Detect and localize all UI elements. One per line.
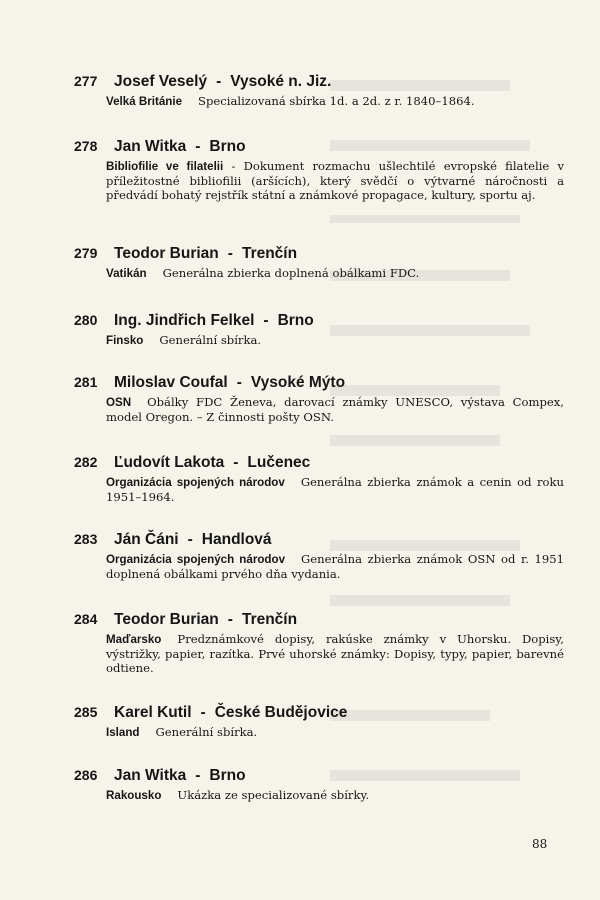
collection-description: Predznámkové dopisy, rakúske známky v Uhorsku. Dopisy, výstrižky, papier, razítka. Prvé uhorské známky: Dopisy, typy, papier, barevné odtiene. bbox=[106, 632, 564, 675]
exhibitor-name: Teodor Burian bbox=[114, 611, 219, 628]
entry-number: 279 bbox=[74, 245, 98, 261]
collection-country: OSN bbox=[106, 396, 132, 409]
collection-description: Specializovaná sbírka 1d. a 2d. z r. 1840–1864. bbox=[198, 94, 475, 108]
entry-278: 278 Jan Witka - Brno Bibliofilie ve filatelii - Dokument rozmachu ušlechtilé evropské filatelie v příležitostné bibliofilii (aršících), který svědčí o výtvarné náročnosti a předvádí bohatý rejstřík státní a známkové propagace, kultury, sportu aj. bbox=[74, 138, 565, 202]
entry-number: 277 bbox=[74, 73, 98, 89]
entry-285: 285 Karel Kutil - České Budějovice Island Generální sbírka. bbox=[74, 704, 348, 739]
collection-country: Organizácia spojených národov bbox=[106, 476, 285, 489]
entry-number: 283 bbox=[74, 531, 98, 547]
entry-284: 284 Teodor Burian - Trenčín Maďarsko Predznámkové dopisy, rakúske známky v Uhorsku. Dopisy, výstrižky, papier, razítka. Prvé uhorské známky: Dopisy, typy, papier, barevné odtiene. bbox=[74, 611, 564, 675]
collection-country: Velká Británie bbox=[106, 95, 183, 108]
exhibitor-name: Jan Witka bbox=[114, 138, 187, 155]
collection-country: Rakousko bbox=[106, 789, 162, 802]
entry-279: 279 Teodor Burian - Trenčín Vatikán Generálna zbierka doplnená obálkami FDC. bbox=[74, 245, 420, 280]
exhibitor-city: Vysoké n. Jiz. bbox=[230, 73, 332, 90]
collection-description: - Dokument rozmachu ušlechtilé evropské filatelie v příležitostné bibliofilii (aršících), který svědčí o výtvarné náročnosti a předvádí bohatý rejstřík státní a známkové propagace, kultury, sportu aj. bbox=[106, 159, 565, 202]
exhibitor-city: Trenčín bbox=[241, 245, 298, 262]
entry-number: 282 bbox=[74, 454, 98, 470]
exhibitor-city: Brno bbox=[277, 312, 314, 329]
exhibitor-city: České Budějovice bbox=[214, 704, 348, 721]
exhibitor-name: Jan Witka bbox=[114, 767, 187, 784]
collection-country: Island bbox=[106, 726, 140, 739]
entry-number: 284 bbox=[74, 611, 98, 627]
exhibitor-name: Teodor Burian bbox=[114, 245, 219, 262]
collection-description: Generálna zbierka doplnená obálkami FDC. bbox=[162, 266, 420, 280]
entry-286: 286 Jan Witka - Brno Rakousko Ukázka ze specializované sbírky. bbox=[74, 767, 370, 802]
exhibitor-city: Vysoké Mýto bbox=[250, 374, 346, 391]
exhibitor-city: Brno bbox=[209, 138, 246, 155]
collection-description: Generální sbírka. bbox=[159, 333, 262, 347]
exhibitor-city: Lučenec bbox=[247, 454, 311, 471]
entry-280: 280 Ing. Jindřich Felkel - Brno Finsko Generální sbírka. bbox=[74, 312, 314, 347]
collection-country: Finsko bbox=[106, 334, 144, 347]
entry-283: 283 Ján Čáni - Handlová Organizácia spojených národov Generálna zbierka známok OSN od r. 1951 doplnená obálkami prvého dňa vydania. bbox=[74, 531, 564, 581]
exhibitor-city: Brno bbox=[209, 767, 246, 784]
entry-number: 280 bbox=[74, 312, 98, 328]
entry-number: 286 bbox=[74, 767, 98, 783]
exhibitor-name: Miloslav Coufal bbox=[114, 374, 228, 391]
collection-description: Generálna zbierka známok a cenin od roku 1951–1964. bbox=[106, 475, 564, 504]
page-number: 88 bbox=[532, 837, 548, 851]
exhibitor-name: Ján Čáni bbox=[114, 531, 179, 548]
collection-country: Maďarsko bbox=[106, 633, 162, 646]
exhibitor-name: Josef Veselý bbox=[114, 73, 208, 90]
collection-description: Generálna zbierka známok OSN od r. 1951 doplnená obálkami prvého dňa vydania. bbox=[106, 552, 564, 581]
exhibitor-name: Karel Kutil bbox=[114, 704, 192, 721]
exhibitor-name: Ľudovít Lakota bbox=[114, 454, 225, 471]
exhibitor-city: Handlová bbox=[201, 531, 272, 548]
entry-282: 282 Ľudovít Lakota - Lučenec Organizácia spojených národov Generálna zbierka známok a cenin od roku 1951–1964. bbox=[74, 454, 564, 504]
collection-country: Vatikán bbox=[106, 267, 147, 280]
entry-number: 281 bbox=[74, 374, 98, 390]
collection-description: Ukázka ze specializované sbírky. bbox=[177, 788, 370, 802]
collection-description: Generální sbírka. bbox=[155, 725, 258, 739]
exhibitor-city: Trenčín bbox=[241, 611, 298, 628]
entry-number: 278 bbox=[74, 138, 98, 154]
entry-number: 285 bbox=[74, 704, 98, 720]
collection-country: Bibliofilie ve filatelii bbox=[106, 160, 224, 173]
collection-country: Organizácia spojených národov bbox=[106, 553, 286, 566]
entry-281: 281 Miloslav Coufal - Vysoké Mýto OSN Obálky FDC Ženeva, darovací známky UNESCO, výstava Compex, model Oregon. – Z činnosti pošty OSN. bbox=[74, 374, 564, 424]
entry-277: 277 Josef Veselý - Vysoké n. Jiz. Velká Británie Specializovaná sbírka 1d. a 2d. z r. 1840–1864. bbox=[74, 73, 475, 108]
exhibitor-name: Ing. Jindřich Felkel bbox=[114, 312, 255, 329]
collection-description: Obálky FDC Ženeva, darovací známky UNESCO, výstava Compex, model Oregon. – Z činnosti pošty OSN. bbox=[106, 395, 564, 424]
